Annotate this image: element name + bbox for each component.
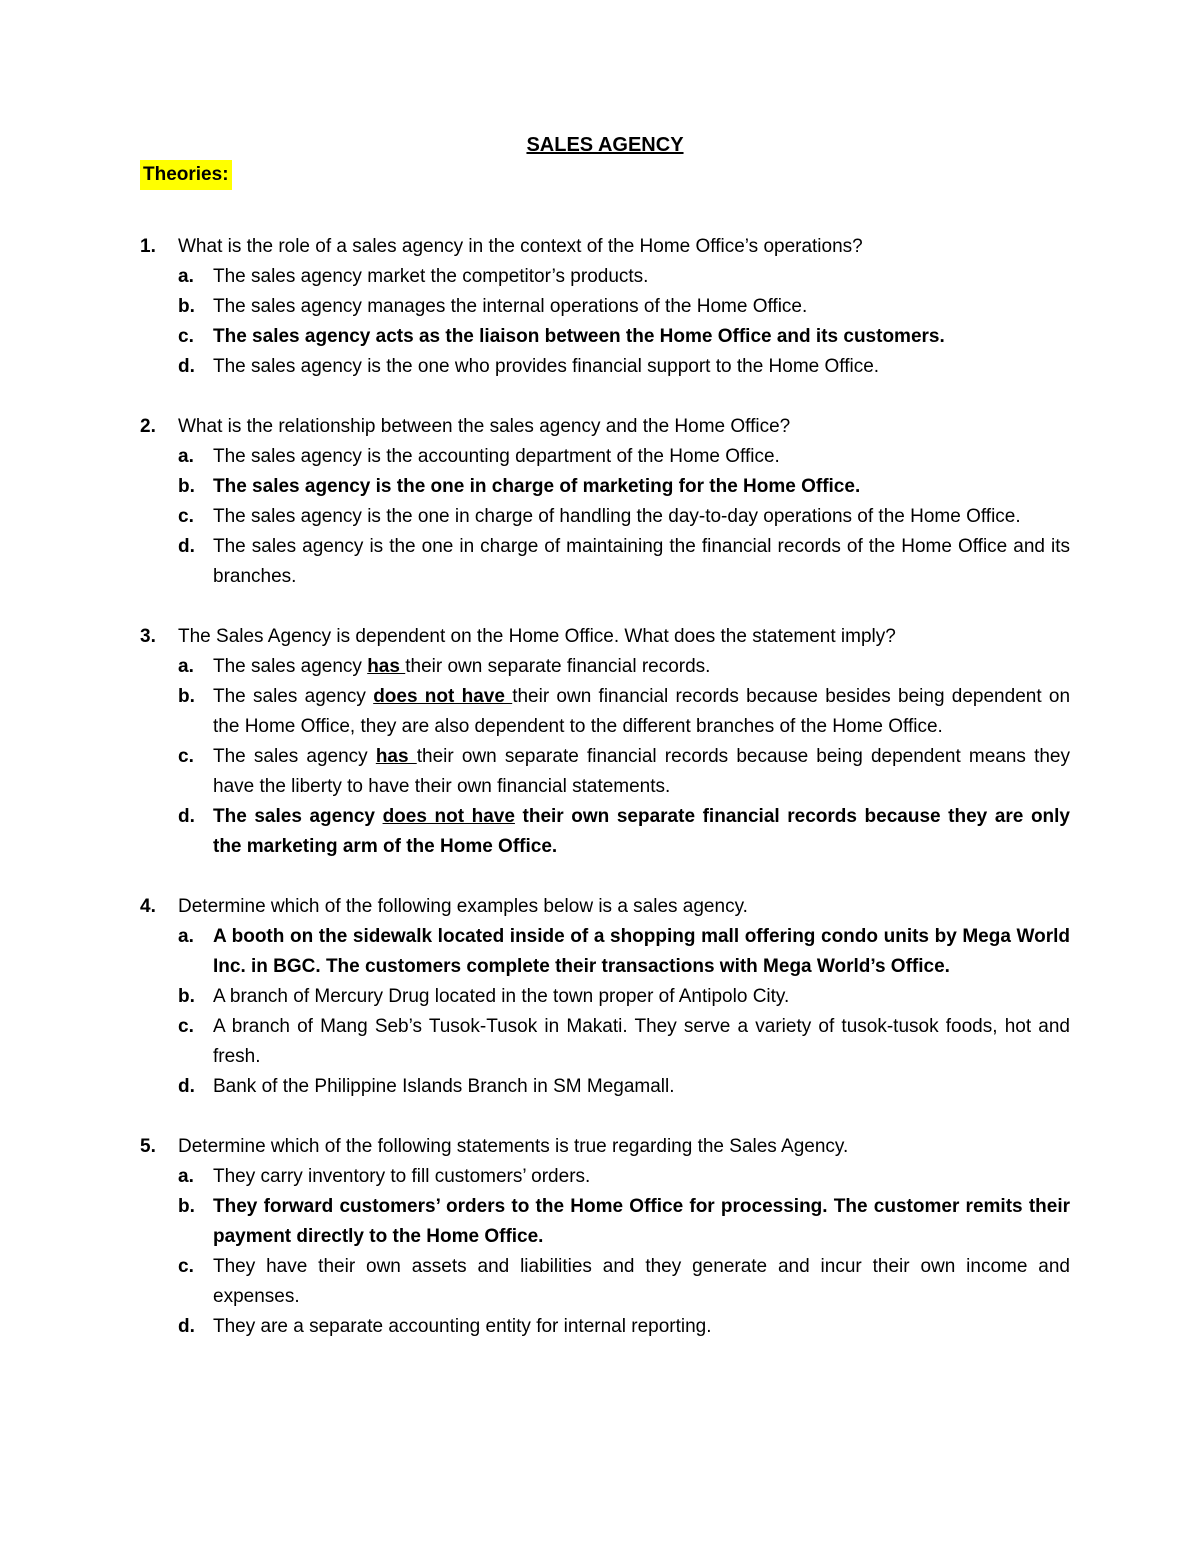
option-letter: c. xyxy=(178,746,194,767)
option-letter: b. xyxy=(178,686,195,707)
option-1c xyxy=(140,322,1070,352)
document-content xyxy=(140,130,1070,1342)
option-letter: b. xyxy=(178,1196,195,1217)
question-row xyxy=(140,412,1070,442)
option-text xyxy=(213,532,1070,592)
option-text xyxy=(213,1072,1070,1102)
option-4d xyxy=(140,1072,1070,1102)
option-letter: d. xyxy=(178,536,195,557)
option-letter: c. xyxy=(178,506,194,527)
questions-list xyxy=(140,232,1070,1342)
option-1a xyxy=(140,262,1070,292)
option-letter: b. xyxy=(178,986,195,1007)
option-text xyxy=(213,292,1070,322)
option-text-run: Bank of the Philippine Islands Branch in SM Megamall. xyxy=(213,1076,675,1097)
option-2c xyxy=(140,502,1070,532)
option-letter: b. xyxy=(178,296,195,317)
option-text-run: The sales agency xyxy=(213,686,374,707)
option-text-run: The sales agency manages the internal operations of the Home Office. xyxy=(213,296,808,317)
option-letter: a. xyxy=(178,1166,194,1187)
option-text-run: The sales agency acts as the liaison between the Home Office and its customers. xyxy=(213,326,945,347)
option-text xyxy=(213,982,1070,1012)
option-5b xyxy=(140,1192,1070,1252)
question-3 xyxy=(140,622,1070,862)
option-text xyxy=(213,1312,1070,1342)
option-text xyxy=(213,922,1070,982)
option-text-run: The sales agency is the accounting department of the Home Office. xyxy=(213,446,780,467)
option-text xyxy=(213,1162,1070,1192)
option-text xyxy=(213,262,1070,292)
option-letter: c. xyxy=(178,326,194,347)
section-label: Theories: xyxy=(140,160,232,190)
option-text-run: They carry inventory to fill customers’ orders. xyxy=(213,1166,591,1187)
option-5a xyxy=(140,1162,1070,1192)
question-number: 1. xyxy=(140,236,156,257)
option-1d xyxy=(140,352,1070,382)
option-text-run: They are a separate accounting entity for internal reporting. xyxy=(213,1316,712,1337)
option-text-run: The sales agency xyxy=(213,746,376,767)
option-text-run: They have their own assets and liabilities and they generate and incur their own income and expenses. xyxy=(213,1256,1070,1307)
option-letter: c. xyxy=(178,1256,194,1277)
option-letter: c. xyxy=(178,1016,194,1037)
option-text-run: The sales agency is the one in charge of maintaining the financial records of the Home Office and its branches. xyxy=(213,536,1070,587)
option-text-run: their own financial records because besides being dependent on the Home Office, they are also dependent to the different branches of the Home Office. xyxy=(213,686,1071,737)
option-text xyxy=(213,742,1070,802)
option-text-run: their own separate financial records because they are only the marketing arm of the Home Office. xyxy=(213,806,1070,857)
option-text-run: does not have xyxy=(382,806,515,827)
page-title: SALES AGENCY xyxy=(526,134,684,156)
option-letter: d. xyxy=(178,1076,195,1097)
option-letter: d. xyxy=(178,806,195,827)
question-number: 3. xyxy=(140,626,156,647)
option-3c xyxy=(140,742,1070,802)
option-letter: a. xyxy=(178,656,194,677)
question-text: What is the role of a sales agency in the context of the Home Office’s operations? xyxy=(178,236,863,257)
option-text xyxy=(213,1192,1070,1252)
option-text xyxy=(213,682,1070,742)
question-text: Determine which of the following statements is true regarding the Sales Agency. xyxy=(178,1136,849,1157)
option-letter: a. xyxy=(178,926,194,947)
option-text xyxy=(213,1252,1070,1312)
option-letter: b. xyxy=(178,476,195,497)
question-4 xyxy=(140,892,1070,1102)
option-text-run: The sales agency is the one who provides financial support to the Home Office. xyxy=(213,356,880,377)
option-text-run: A booth on the sidewalk located inside of a shopping mall offering condo units by Mega World Inc. in BGC. The customers complete their transactions with Mega World’s Office. xyxy=(213,926,1070,977)
option-text-run: The sales agency is the one in charge of handling the day-to-day operations of the Home Office. xyxy=(213,506,1021,527)
option-text-run: does not have xyxy=(373,686,513,707)
option-text-run: their own separate financial records because being dependent means they have the liberty to have their own financial statements. xyxy=(213,746,1070,797)
option-letter: a. xyxy=(178,446,194,467)
option-letter: d. xyxy=(178,1316,195,1337)
question-number: 4. xyxy=(140,896,156,917)
option-text-run: The sales agency xyxy=(213,806,383,827)
option-text-run: The sales agency market the competitor’s products. xyxy=(213,266,649,287)
option-2a xyxy=(140,442,1070,472)
option-text xyxy=(213,322,1070,352)
question-number: 5. xyxy=(140,1136,156,1157)
option-text xyxy=(213,472,1070,502)
option-4c xyxy=(140,1012,1070,1072)
option-2b xyxy=(140,472,1070,502)
option-text xyxy=(213,442,1070,472)
question-row xyxy=(140,1132,1070,1162)
option-text-run: They forward customers’ orders to the Home Office for processing. The customer remits their payment directly to the Home Office. xyxy=(213,1196,1070,1247)
option-3a xyxy=(140,652,1070,682)
option-text xyxy=(213,802,1070,862)
option-text xyxy=(213,652,1070,682)
option-letter: a. xyxy=(178,266,194,287)
option-text-run: A branch of Mercury Drug located in the town proper of Antipolo City. xyxy=(213,986,790,1007)
question-5 xyxy=(140,1132,1070,1342)
option-text xyxy=(213,502,1070,532)
option-text xyxy=(213,352,1070,382)
option-text-run: The sales agency is the one in charge of marketing for the Home Office. xyxy=(213,476,861,497)
option-5d xyxy=(140,1312,1070,1342)
question-row xyxy=(140,892,1070,922)
question-text: The Sales Agency is dependent on the Home Office. What does the statement imply? xyxy=(178,626,896,647)
option-text-run: A branch of Mang Seb’s Tusok-Tusok in Makati. They serve a variety of tusok-tusok foods, hot and fresh. xyxy=(213,1016,1070,1067)
option-text-run: The sales agency xyxy=(213,656,368,677)
option-text-run: has xyxy=(375,746,417,767)
option-text-run: has xyxy=(367,656,406,677)
option-letter: d. xyxy=(178,356,195,377)
option-text-run: their own separate financial records. xyxy=(405,656,711,677)
option-4a xyxy=(140,922,1070,982)
question-row xyxy=(140,622,1070,652)
question-row xyxy=(140,232,1070,262)
question-number: 2. xyxy=(140,416,156,437)
question-text: Determine which of the following examples below is a sales agency. xyxy=(178,896,748,917)
option-5c xyxy=(140,1252,1070,1312)
option-3b xyxy=(140,682,1070,742)
option-4b xyxy=(140,982,1070,1012)
question-text: What is the relationship between the sales agency and the Home Office? xyxy=(178,416,791,437)
option-2d xyxy=(140,532,1070,592)
question-1 xyxy=(140,232,1070,382)
section-label-row xyxy=(140,160,1070,190)
option-1b xyxy=(140,292,1070,322)
question-2 xyxy=(140,412,1070,592)
option-3d xyxy=(140,802,1070,862)
option-text xyxy=(213,1012,1070,1072)
